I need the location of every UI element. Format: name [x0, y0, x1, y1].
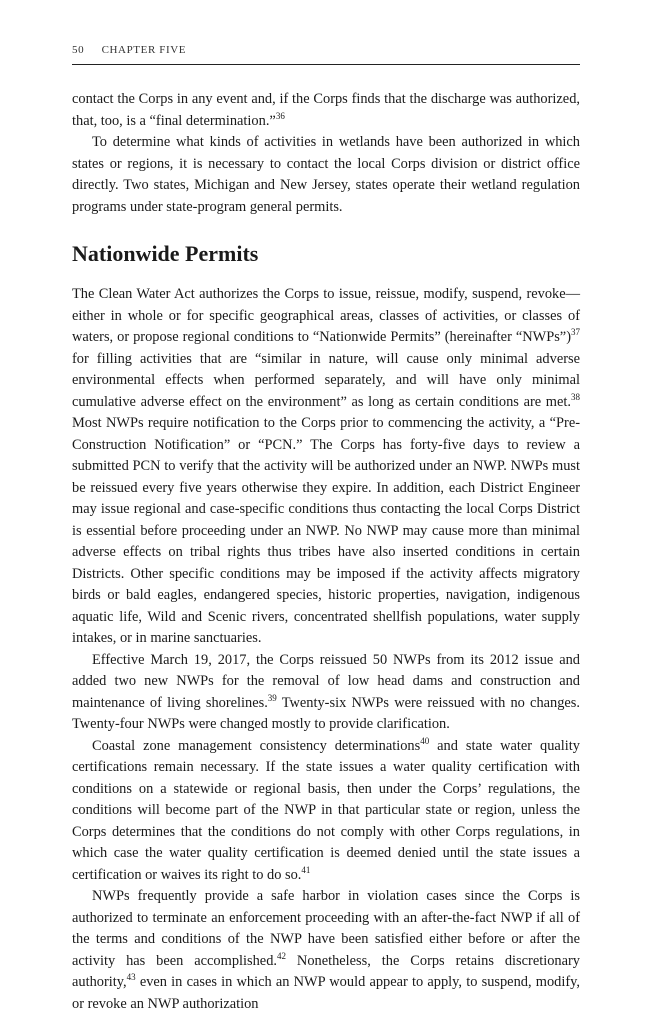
paragraph: Coastal zone management consistency determinations$^{40}$ and state water quality certifications remain necessary. If the state issues a water quality certification with conditions on a statewide or regional basis, then under the Corps’ regulations, the conditions will become part of the NWP in that particular state or region, unless the Corps determines that the conditions do not comply with other Corps regulations, in which case the water quality certification is deemed denied until the state issues a certification or waives its right to do so.$^{41}$	[72, 735, 580, 883]
paragraph: NWPs frequently provide a safe harbor in violation cases since the Corps is authorized to terminate an enforcement proceeding with an after-the-fact NWP if all of the terms and conditions of the NWP have been satisfied either before or after the activity has been accomplished.$^{42}$ Nonetheless, the Corps retains discretionary authority,$^{43}$ even in cases in which an NWP would appear to apply, to suspend, modify, or revoke an NWP authorization	[72, 888, 580, 1012]
paragraph: contact the Corps in any event and, if the Corps finds that the discharge was authorized, that, too, is a “final determination.”$^{36}$	[72, 91, 580, 129]
paragraph: The Clean Water Act authorizes the Corps to issue, reissue, modify, suspend, revoke—either in whole or for specific geographical areas, classes of activities, or classes of waters, or propose regional conditions to “Nationwide Permits” (hereinafter “NWPs”)$^{37}$ for filling activities that are “similar in nature, will cause only minimal adverse environmental effects when performed separately, and will have only minimal cumulative adverse effect on the environment” as long as certain conditions are met.$^{38}$ Most NWPs require notification to the Corps prior to commencing the activity, a “Pre-Construction Notification” or “PCN.” The Corps has forty-five days to review a submitted PCN to verify that the activity will be authorized under an NWP. NWPs must be reissued every five years otherwise they expire. In addition, each District Engineer may issue regional and case-specific conditions thus contacting the local Corps District is essential before proceeding under an NWP. No NWP may cause more than minimal adverse effects on tribal rights thus tribes have also inserted conditions in certain Districts. Other specific conditions may be imposed if the activity affects migratory birds or bald eagles, endangered species, historic properties, navigation, indigenous aquatic life, Wild and Scenic rivers, concentrated shellfish populations, water supply intakes, or in marine sanctuaries.	[72, 286, 580, 646]
running-header	[72, 44, 580, 65]
paragraph: Effective March 19, 2017, the Corps reissued 50 NWPs from its 2012 issue and added two new NWPs for the removal of low head dams and construction and maintenance of living shorelines.$^{39}$ Twenty-six NWPs were reissued with no changes. Twenty-four NWPs were changed mostly to provide clarification.	[72, 651, 580, 732]
footnote-ref: 38	[571, 391, 580, 402]
footnote-ref: 43	[126, 972, 136, 983]
section-heading: Nationwide Permits	[72, 241, 259, 266]
chapter-title: CHAPTER FIVE	[101, 44, 187, 56]
footnote-ref: 41	[301, 864, 311, 875]
body-text	[72, 89, 580, 1015]
footnote-ref: 37	[571, 327, 580, 338]
page-number: 50	[72, 44, 85, 56]
footnote-ref: 39	[267, 692, 277, 703]
paragraph: To determine what kinds of activities in wetlands have been authorized in which states or regions, it is necessary to contact the local Corps division or district office directly. Two states, Michigan and New Jersey, states operate their wetland regulation programs under state-program general permits.	[72, 134, 580, 215]
footnote-ref: 36	[275, 110, 285, 121]
footnote-ref: 42	[277, 950, 286, 961]
footnote-ref: 40	[420, 735, 430, 746]
